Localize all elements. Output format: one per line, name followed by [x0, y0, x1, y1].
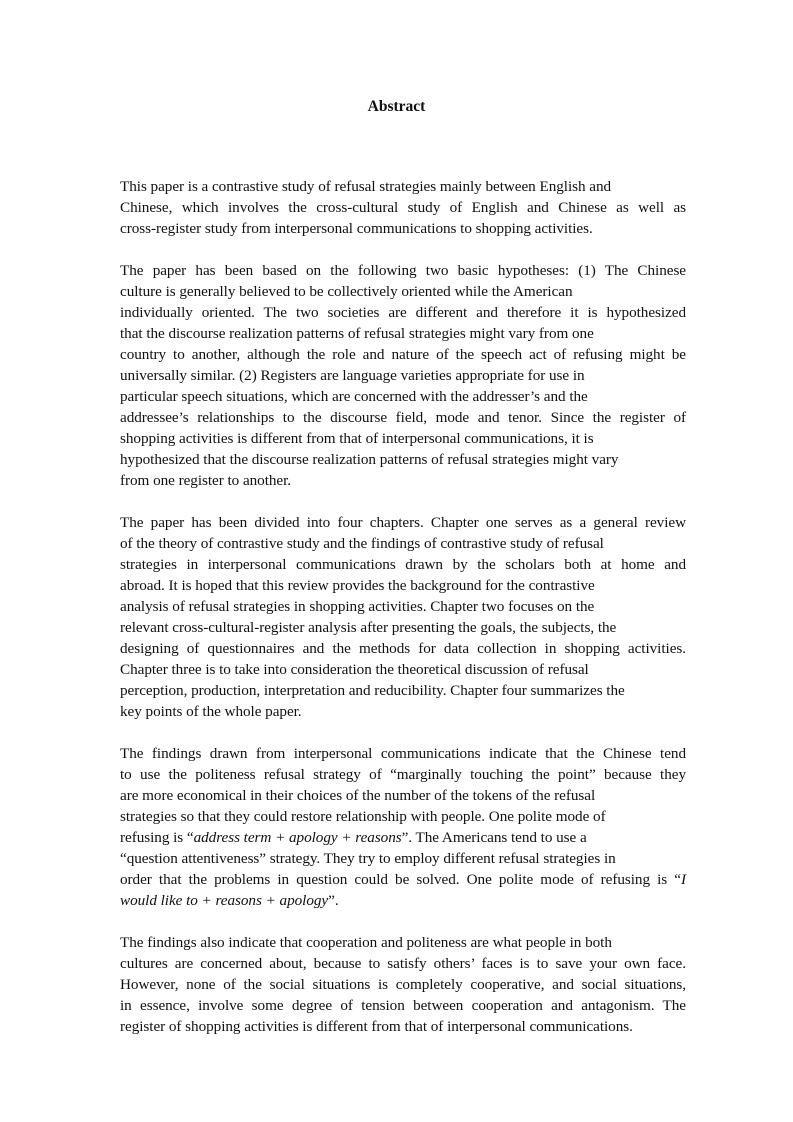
text-line: relevant cross-cultural-register analysis after presenting the goals, the subjects, the: [120, 619, 617, 636]
text-line: of the theory of contrastive study and the findings of contrastive study of refusal: [120, 535, 604, 552]
paragraph-5: [120, 932, 686, 1037]
text-line: strategies in interpersonal communications drawn by the scholars both at home and: [120, 556, 686, 573]
text-line: key points of the whole paper.: [120, 703, 302, 720]
italic-formula: I: [680, 871, 686, 888]
text-segment: ”.: [328, 892, 339, 909]
text-line: to use the politeness refusal strategy of “marginally touching the point” because they: [120, 766, 686, 783]
paragraph-2: [120, 260, 686, 491]
text-line: particular speech situations, which are concerned with the addresser’s and the: [120, 388, 588, 405]
text-line: [120, 890, 686, 911]
text-line: universally similar. (2) Registers are language varieties appropriate for use in: [120, 367, 585, 384]
text-line: The findings drawn from interpersonal communications indicate that the Chinese tend: [120, 745, 686, 762]
abstract-body: [120, 176, 686, 1058]
text-line: However, none of the social situations is completely cooperative, and social situations,: [120, 976, 686, 993]
text-segment: order that the problems in question could be solved. One polite mode of refusing is “: [120, 871, 681, 888]
text-segment: refusing is “: [120, 829, 194, 846]
text-line: The findings also indicate that cooperation and politeness are what people in both: [120, 934, 612, 951]
text-line: cultures are concerned about, because to satisfy others’ faces is to save your own face.: [120, 955, 686, 972]
italic-formula: address term + apology + reasons: [193, 829, 402, 846]
text-line: country to another, although the role and nature of the speech act of refusing might be: [120, 346, 686, 363]
italic-formula: would like to + reasons + apology: [120, 892, 329, 909]
text-line: cross-register study from interpersonal communications to shopping activities.: [120, 220, 593, 237]
text-line: The paper has been divided into four chapters. Chapter one serves as a general review: [120, 514, 686, 531]
text-line: The paper has been based on the following two basic hypotheses: (1) The Chinese: [120, 262, 686, 279]
paragraph-4: [120, 743, 686, 911]
text-line: perception, production, interpretation and reducibility. Chapter four summarizes the: [120, 682, 625, 699]
text-line: shopping activities is different from that of interpersonal communications, it is: [120, 430, 594, 447]
text-line: abroad. It is hoped that this review provides the background for the contrastive: [120, 577, 595, 594]
text-segment: ”. The Americans tend to use a: [401, 829, 587, 846]
text-line: strategies so that they could restore relationship with people. One polite mode of: [120, 808, 606, 825]
text-line: This paper is a contrastive study of refusal strategies mainly between English and: [120, 178, 612, 195]
paragraph-1: [120, 176, 686, 239]
text-line: register of shopping activities is different from that of interpersonal communications.: [120, 1018, 633, 1035]
text-line: culture is generally believed to be collectively oriented while the American: [120, 283, 573, 300]
text-line: analysis of refusal strategies in shopping activities. Chapter two focuses on the: [120, 598, 595, 615]
text-line: Chapter three is to take into consideration the theoretical discussion of refusal: [120, 661, 589, 678]
text-line: [120, 869, 686, 890]
text-line: are more economical in their choices of the number of the tokens of the refusal: [120, 787, 596, 804]
text-line: [120, 827, 686, 848]
text-line: hypothesized that the discourse realization patterns of refusal strategies might vary: [120, 451, 619, 468]
paragraph-3: [120, 512, 686, 722]
text-line: from one register to another.: [120, 472, 292, 489]
text-line: in essence, involve some degree of tension between cooperation and antagonism. The: [120, 997, 686, 1014]
text-line: individually oriented. The two societies are different and therefore it is hypothesized: [120, 304, 686, 321]
text-line: designing of questionnaires and the methods for data collection in shopping activities.: [120, 640, 686, 657]
text-line: addressee’s relationships to the discourse field, mode and tenor. Since the register of: [120, 409, 686, 426]
text-line: “question attentiveness” strategy. They try to employ different refusal strategies in: [120, 850, 616, 867]
page-title: Abstract: [367, 98, 426, 115]
text-line: that the discourse realization patterns of refusal strategies might vary from one: [120, 325, 594, 342]
text-line: Chinese, which involves the cross-cultural study of English and Chinese as well as: [120, 199, 686, 216]
